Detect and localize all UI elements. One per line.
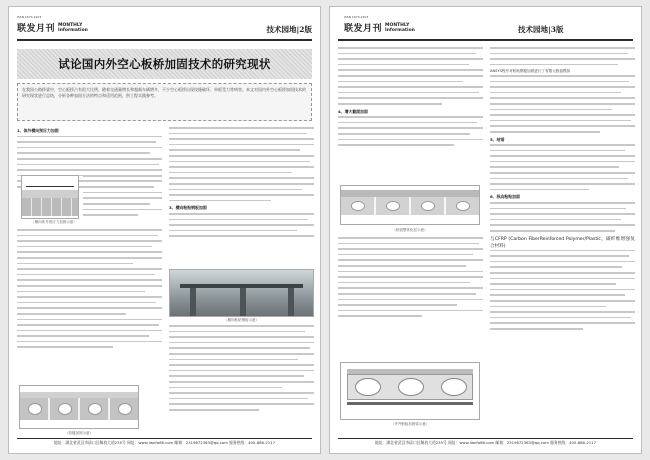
- left-figure-3: [19, 385, 139, 429]
- right-brand: [344, 15, 415, 34]
- left-col-1-side: [83, 175, 162, 227]
- right-figure-2-caption: （齐齐钢板加固梁示意）: [390, 422, 430, 426]
- text-lines: [490, 75, 635, 133]
- text-lines: [169, 127, 314, 201]
- left-brand-en: [58, 23, 88, 33]
- left-brand-en-1: MONTHLY: [58, 22, 83, 28]
- left-col-2-top: [169, 127, 314, 267]
- left-col2-heading: 3、横向粘贴钢板加固: [169, 205, 207, 211]
- right-brand-issn: ISSN 1673-2103: [344, 15, 369, 19]
- article-title: 试论国内外空心板桥加固技术的研究现状: [58, 57, 271, 71]
- text-lines: [169, 213, 314, 237]
- right-col-1-mid: [338, 237, 483, 357]
- text-lines: [490, 202, 635, 232]
- text-lines: [338, 116, 483, 146]
- left-figure-2: [169, 269, 314, 317]
- right-brand-en-2: Information: [385, 27, 415, 33]
- left-figure-3-caption: （铰缝加固示意）: [65, 431, 93, 435]
- left-brand-en-2: Information: [58, 27, 88, 33]
- left-brand-issn: ISSN 1673-2103: [17, 15, 42, 19]
- left-col-2-bottom: [169, 325, 314, 435]
- right-col-1-top: [338, 47, 483, 177]
- text-lines: [17, 229, 162, 348]
- text-lines: [338, 47, 483, 105]
- left-col-1-mid: [17, 229, 162, 379]
- text-lines: [490, 144, 635, 190]
- ansys-text: ANSYS程序对粘贴钢板加固进行了有限元数值模拟: [490, 69, 571, 74]
- text-lines: [83, 175, 162, 216]
- right-figure-1: [340, 185, 480, 225]
- left-figure-1: [21, 175, 79, 219]
- left-page: [8, 6, 321, 454]
- cfrp-text: 与CFRP (Carbon FiberReinforced Polymer/Plastic，碳纤维增强复合材料): [490, 236, 635, 249]
- text-lines: [338, 237, 483, 317]
- right-brand-en: [385, 23, 415, 33]
- left-brand-cn: 联发月刊: [17, 24, 56, 34]
- left-figure-2-caption: （横向粘贴钢板示意）: [224, 318, 259, 322]
- right-brand-en-1: MONTHLY: [385, 22, 410, 28]
- left-figure-1-caption: （横向体外预应力加固示意）: [31, 220, 77, 224]
- article-abstract: 在我国公路桥梁中，空心板桥占有很大比例，随着交通量增长和超载车辆增多，不少空心板桥出现铰缝破坏、单板受力等病害。本文对国内外空心板桥加固技术的研究现状进行总结，分析各种加固方法的特点和适用范围，供工程实践参考。: [17, 83, 312, 121]
- right-col1-heading: 4、增大截面加固: [338, 108, 368, 114]
- text-lines: [490, 250, 635, 330]
- right-col3-heading: 6、纵向粘贴加固: [490, 194, 520, 200]
- text-lines: [169, 325, 314, 411]
- left-section-title: 技术园地|2版: [266, 25, 312, 34]
- left-col1-heading: 1、体外横向预应力加固: [17, 128, 59, 133]
- left-footer: 地址：湖北省武汉市硚口区解放大道235号 网址：www.lianfa66.com 邮箱：2319672363@qq.com 服务热线：400-886-2117: [17, 438, 312, 448]
- article-title-bar: [17, 49, 312, 79]
- right-page: [329, 6, 642, 454]
- left-masthead: [17, 13, 312, 41]
- right-footer: 地址：湖北省武汉市硚口区解放大道235号 网址：www.lianfa66.com 邮箱：2319672363@qq.com 服务热线：400-886-2117: [338, 438, 633, 448]
- right-col2-heading: 5、结语: [490, 136, 505, 142]
- right-figure-2: [340, 362, 480, 420]
- right-figure-1-caption: （桥面整体化层示意）: [392, 228, 428, 232]
- left-brand: [17, 15, 88, 34]
- right-masthead: [338, 13, 633, 41]
- text-lines: [490, 47, 635, 65]
- right-col-2: [490, 47, 635, 437]
- right-section-title: 技术园地|3版: [518, 25, 564, 34]
- right-brand-cn: 联发月刊: [344, 24, 383, 34]
